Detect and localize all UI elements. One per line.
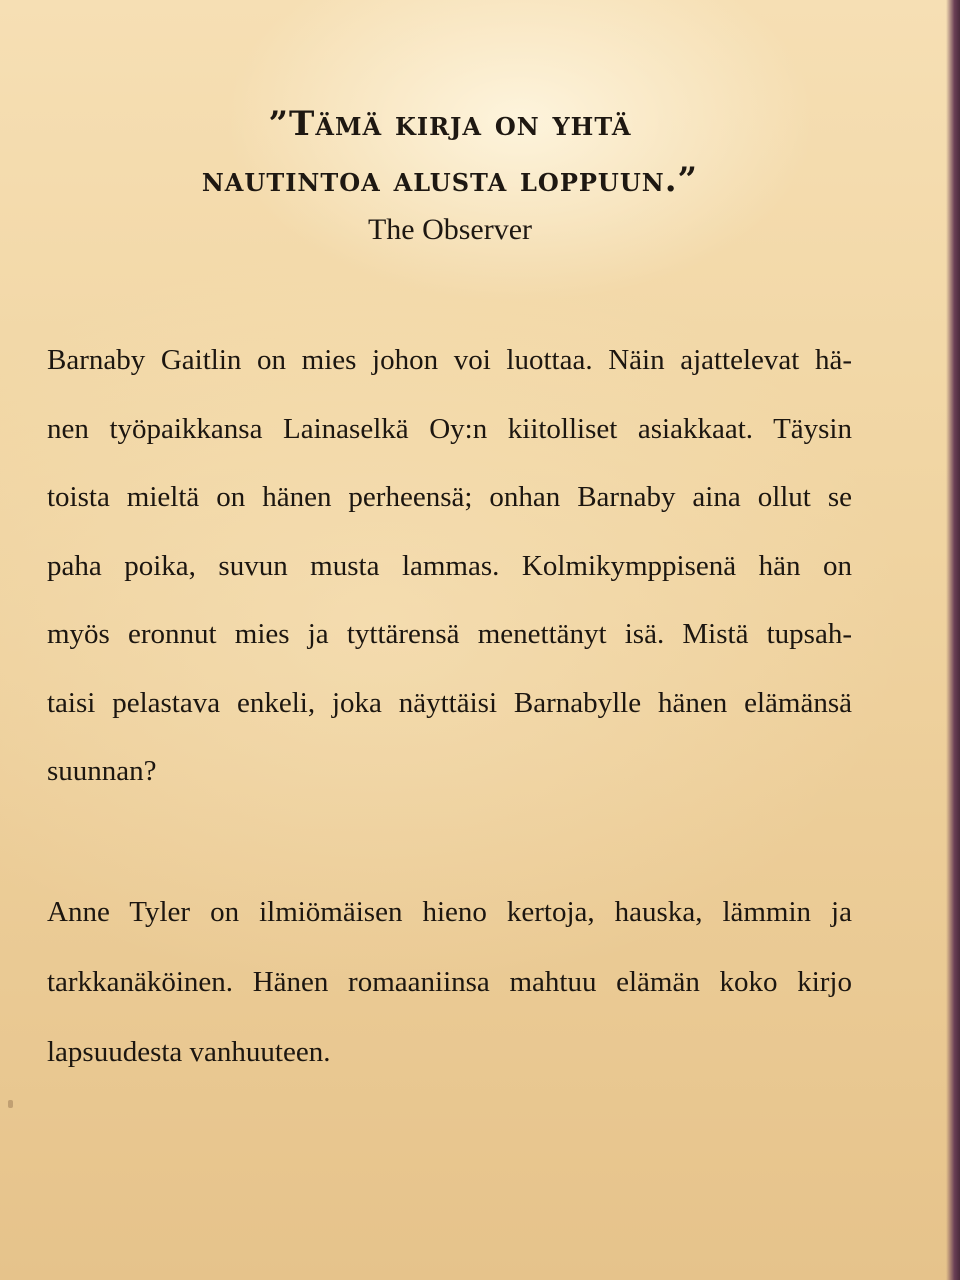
blurb-paragraph-1 xyxy=(47,326,852,806)
blurb-line: myös eronnut mies ja tyttärensä menettänyt isä. Mistä tupsah- xyxy=(47,618,852,650)
blurb-line: nen työpaikkansa Lainaselkä Oy:n kiitolliset asiakkaat. Täysin xyxy=(47,412,852,445)
review-quote xyxy=(0,96,900,208)
blurb-line: lapsuudesta vanhuuteen. xyxy=(47,1036,331,1068)
blurb-line: tarkkanäköinen. Hänen romaaniinsa mahtuu elämän koko kirjo xyxy=(47,966,852,998)
blurb-line: suunnan? xyxy=(47,755,157,787)
blurb-line: Anne Tyler on ilmiömäisen hieno kertoja, hauska, lämmin ja xyxy=(47,896,852,928)
blurb-line: Barnaby Gaitlin on mies johon voi luottaa. Näin ajattelevat hä- xyxy=(47,344,852,376)
blurb-line: toista mieltä on hänen perheensä; onhan Barnaby aina ollut se xyxy=(47,481,852,513)
quote-line-1: ”Tämä kirja on yhtä xyxy=(268,104,632,144)
blurb-paragraph-2 xyxy=(47,877,852,1087)
blurb-line: paha poika, suvun musta lammas. Kolmikymppisenä hän on xyxy=(47,549,852,582)
blurb-line: taisi pelastava enkeli, joka näyttäisi Barnabylle hänen elämänsä xyxy=(47,686,852,719)
cover-edge xyxy=(946,0,960,1280)
paper-mark xyxy=(8,1100,13,1108)
quote-line-2: nautintoa alusta loppuun.” xyxy=(201,160,699,200)
quote-source: The Observer xyxy=(367,213,533,246)
